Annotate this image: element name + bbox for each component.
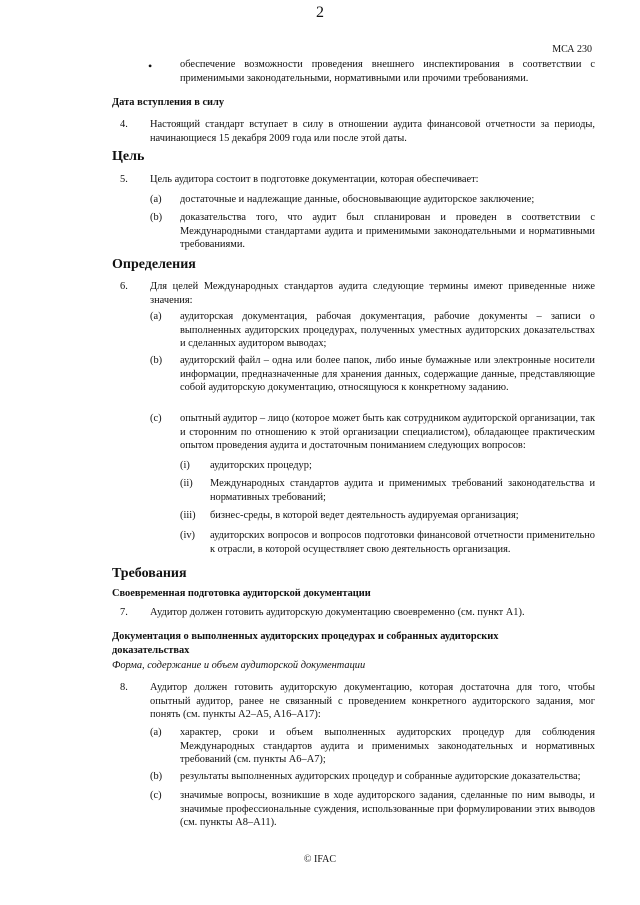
paragraph-number: 8.	[120, 682, 128, 693]
subsection-heading-form: Форма, содержание и объем аудиторской документации	[112, 660, 366, 671]
subsection-heading-timely: Своевременная подготовка аудиторской документации	[112, 588, 371, 599]
subitem-marker: (iii)	[180, 510, 196, 521]
subitem-text: бизнес-среды, в которой ведет деятельность аудируемая организация;	[210, 510, 519, 521]
document-code: МСА 230	[552, 44, 592, 55]
page-number: 2	[316, 4, 324, 21]
footer-copyright: © IFAC	[303, 854, 337, 865]
item-text: характер, сроки и объем выполненных аудиторских процедур для соблюдения Международных стандартов аудита и применимых законодательных и нормативных требований (см. пункты A6–A7);	[180, 727, 595, 765]
section-heading-definitions: Определения	[112, 257, 196, 272]
item-text: аудиторский файл – одна или более папок, либо иные бумажные или электронные носители информации, предназначенные для хранения данных, содержащие данные, представляющие собой аудиторскую документацию, относящуюся к конкретному заданию.	[180, 355, 595, 393]
subitem-text: аудиторских процедур;	[210, 460, 312, 471]
item-text: значимые вопросы, возникшие в ходе аудиторского задания, сделанные по ним выводы, и значимые профессиональные суждения, использованные при формулировании этих выводов (см. пункты A8–A11).	[180, 790, 595, 828]
section-heading-goal: Цель	[112, 149, 145, 164]
item-text: достаточные и надлежащие данные, обосновывающие аудиторское заключение;	[180, 194, 535, 205]
item-text: доказательства того, что аудит был спланирован и проведен в соответствии с Международными стандартами аудита и применимыми законодательными и нормативными требованиями.	[180, 212, 595, 250]
subitem-text: аудиторских вопросов и вопросов подготовки финансовой отчетности применительно к отрасли, в которой осуществляет свою деятельность организация.	[210, 530, 595, 555]
paragraph-text: Настоящий стандарт вступает в силу в отношении аудита финансовой отчетности за периоды, начинающиеся 15 декабря 2009 года или после этой даты.	[150, 119, 595, 144]
subitem-marker: (i)	[180, 460, 190, 471]
paragraph-text: Аудитор должен готовить аудиторскую документацию, которая достаточна для того, чтобы опытный аудитор, ранее не связанный с проведением конкретного аудиторского задания, мог понять (см. пункты A2–A5, A16–A17):	[150, 682, 595, 720]
item-marker: (a)	[150, 194, 162, 205]
paragraph-number: 6.	[120, 281, 128, 292]
paragraph-text: Цель аудитора состоит в подготовке документации, которая обеспечивает:	[150, 174, 479, 185]
item-marker: (a)	[150, 727, 162, 738]
section-heading-requirements: Требования	[112, 566, 187, 581]
item-marker: (a)	[150, 311, 162, 322]
bullet-icon: •	[148, 59, 153, 73]
paragraph-number: 7.	[120, 607, 128, 618]
item-marker: (c)	[150, 413, 162, 424]
item-marker: (b)	[150, 771, 163, 782]
item-text: опытный аудитор – лицо (которое может быть как сотрудником аудиторской организации, так и сторонним по отношению к этой организации специалистом), обладающее практическим опытом проведения аудита и достаточным пониманием следующих вопросов:	[180, 413, 595, 451]
subitem-marker: (ii)	[180, 478, 193, 489]
item-marker: (b)	[150, 355, 163, 366]
paragraph-text: Аудитор должен готовить аудиторскую документацию своевременно (см. пункт A1).	[150, 607, 525, 618]
item-marker: (c)	[150, 790, 162, 801]
item-text: аудиторская документация, рабочая документация, рабочие документы – записи о выполненных аудиторских процедурах, полученных уместных аудиторских доказательствах и сделанных аудитором выводах;	[180, 311, 595, 349]
paragraph-number: 4.	[120, 119, 128, 130]
section-heading-effective-date: Дата вступления в силу	[112, 97, 225, 108]
paragraph-number: 5.	[120, 174, 128, 185]
bullet-paragraph: обеспечение возможности проведения внешнего инспектирования в соответствии с применимыми законодательными, нормативными или прочими требованиями.	[180, 59, 595, 84]
subsection-heading-documentation: Документация о выполненных аудиторских процедурах и собранных аудиторских доказательствах	[112, 631, 499, 656]
paragraph-text: Для целей Международных стандартов аудита следующие термины имеют приведенные ниже значения:	[150, 281, 595, 306]
item-marker: (b)	[150, 212, 163, 223]
subitem-marker: (iv)	[180, 530, 196, 541]
item-text: результаты выполненных аудиторских процедур и собранные аудиторские доказательства;	[180, 771, 581, 782]
subitem-text: Международных стандартов аудита и применимых требований законодательства и нормативных требований;	[210, 478, 595, 503]
